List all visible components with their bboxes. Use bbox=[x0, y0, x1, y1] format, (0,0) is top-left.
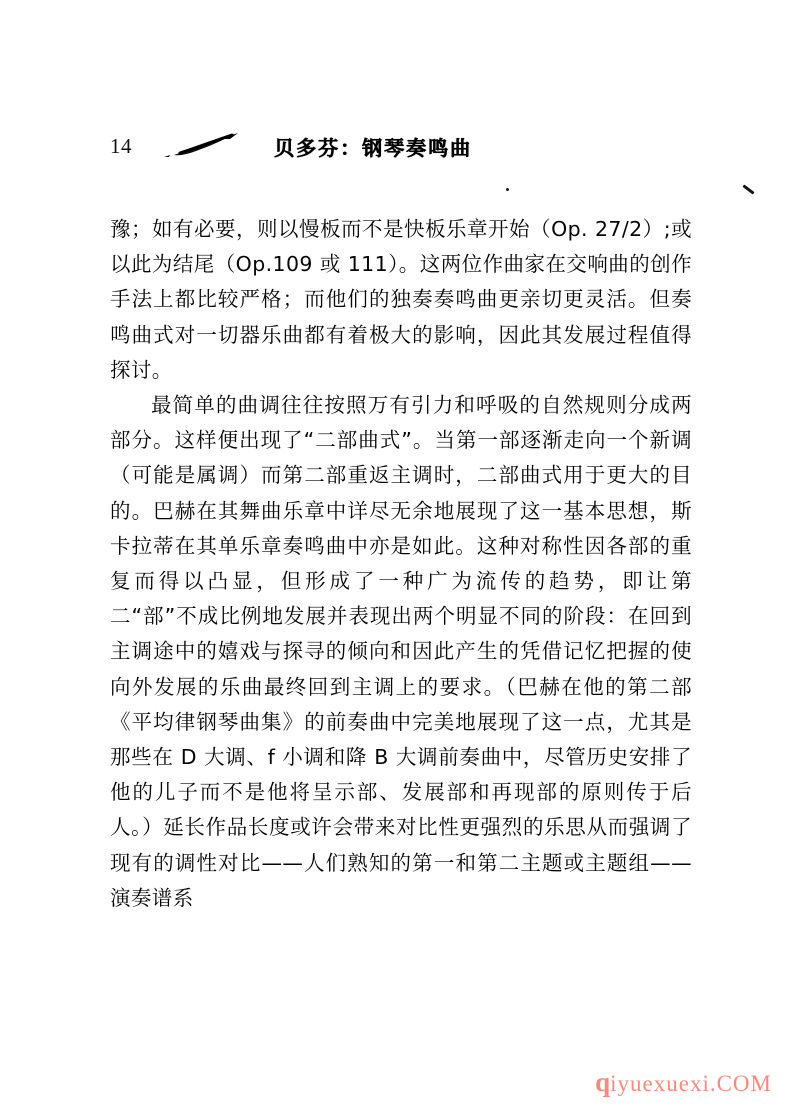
paragraph-1: 豫；如有必要，则以慢板而不是快板乐章开始（Op. 27/2）;或以此为结尾（Op.109 或 111）。这两位作曲家在交响曲的创作手法上都比较严格；而他们的独奏奏鸣曲更亲切更灵活。但奏鸣曲式对一切器乐曲都有着极大的影响，因此其发展过程值得探讨。 bbox=[110, 217, 692, 382]
ink-smudge-icon bbox=[160, 133, 246, 159]
watermark-lead: q bbox=[595, 1067, 611, 1097]
paragraph-2: 最简单的曲调往往按照万有引力和呼吸的自然规则分成两部分。这样便出现了“二部曲式”。当第一部逐渐走向一个新调（可能是属调）而第二部重返主调时，二部曲式用于更大的目的。巴赫在其舞曲乐章中详尽无余地展现了这一基本思想，斯卡拉蒂在其单乐章奏鸣曲中亦是如此。这种对称性因各部的重复而得以凸显，但形成了一种广为流传的趋势，即让第二“部”不成比例地发展并表现出两个明显不同的阶段：在回到主调途中的嬉戏与探寻的倾向和因此产生的凭借记忆把握的使向外发展的乐曲最终回到主调上的要求。（巴赫在他的第二部《平均律钢琴曲集》的前奏曲中完美地展现了这一点，尤其是那些在 D 大调、f 小调和降 B 大调前奏曲中，尽管历史安排了他的儿子而不是他将呈示部、发展部和再现部的原则传于后人。）延长作品长度或许会带来对比性更强烈的乐思从而强调了现有的调性对比——人们熟知的第一和第二主题或主题组——演奏谱系 bbox=[110, 393, 692, 910]
site-watermark bbox=[595, 1067, 772, 1098]
body-text bbox=[110, 212, 692, 916]
scan-speck-dot bbox=[506, 188, 509, 191]
watermark-text: iyuexuexi.COM bbox=[610, 1071, 772, 1096]
scan-speck-slash bbox=[742, 184, 754, 194]
running-head bbox=[110, 126, 690, 166]
page-number: 14 bbox=[110, 133, 132, 158]
running-head-title: 贝多芬：钢琴奏鸣曲 bbox=[274, 135, 472, 160]
